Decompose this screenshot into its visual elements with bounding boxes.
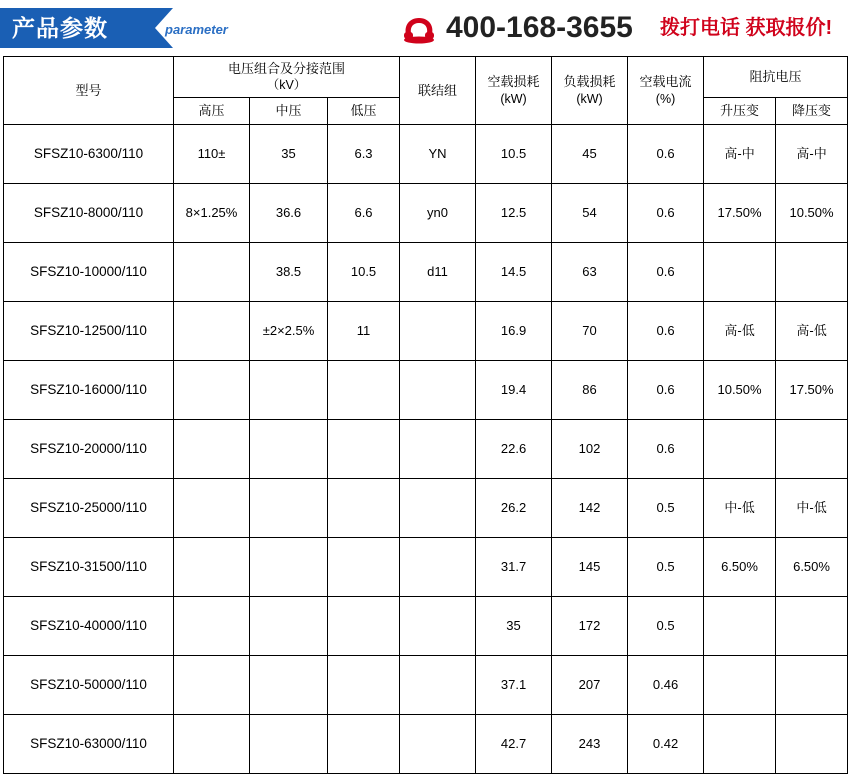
cell-step-up: 高-低 bbox=[704, 302, 776, 361]
cell-step-down bbox=[776, 597, 848, 656]
cell-step-up: 17.50% bbox=[704, 184, 776, 243]
cell-no-load-loss: 12.5 bbox=[476, 184, 552, 243]
cell-step-down bbox=[776, 420, 848, 479]
cell-step-down: 6.50% bbox=[776, 538, 848, 597]
cell-high-voltage bbox=[174, 243, 250, 302]
cell-load-loss: 86 bbox=[552, 361, 628, 420]
cell-low-voltage bbox=[328, 656, 400, 715]
cell-mid-voltage: 36.6 bbox=[250, 184, 328, 243]
page-subtitle: parameter bbox=[165, 22, 228, 37]
table-row bbox=[4, 597, 848, 656]
cell-mid-voltage: 35 bbox=[250, 125, 328, 184]
cell-mid-voltage bbox=[250, 538, 328, 597]
cell-step-up: 10.50% bbox=[704, 361, 776, 420]
cell-mid-voltage bbox=[250, 479, 328, 538]
cell-no-load-current: 0.6 bbox=[628, 361, 704, 420]
cell-no-load-loss: 10.5 bbox=[476, 125, 552, 184]
cell-high-voltage bbox=[174, 361, 250, 420]
cell-high-voltage bbox=[174, 302, 250, 361]
col-header-load-loss bbox=[552, 57, 628, 125]
cell-load-loss: 142 bbox=[552, 479, 628, 538]
cell-step-up bbox=[704, 420, 776, 479]
cell-load-loss: 243 bbox=[552, 715, 628, 774]
table-header-row-1 bbox=[4, 57, 848, 98]
cell-step-down: 高-中 bbox=[776, 125, 848, 184]
cell-low-voltage bbox=[328, 479, 400, 538]
cell-no-load-loss: 16.9 bbox=[476, 302, 552, 361]
col-header-model: 型号 bbox=[4, 57, 174, 125]
cell-connection bbox=[400, 361, 476, 420]
col-header-mid-voltage: 中压 bbox=[250, 98, 328, 125]
cell-connection bbox=[400, 302, 476, 361]
cell-load-loss: 54 bbox=[552, 184, 628, 243]
cta-text[interactable]: 拨打电话 获取报价! bbox=[660, 17, 833, 39]
cell-no-load-loss: 22.6 bbox=[476, 420, 552, 479]
cell-load-loss: 63 bbox=[552, 243, 628, 302]
col-header-voltage-group-label: 电压组合及分接范围 bbox=[228, 60, 346, 76]
table-row bbox=[4, 302, 848, 361]
cell-high-voltage bbox=[174, 538, 250, 597]
cell-high-voltage bbox=[174, 479, 250, 538]
cell-low-voltage bbox=[328, 420, 400, 479]
cell-high-voltage bbox=[174, 420, 250, 479]
cell-high-voltage bbox=[174, 715, 250, 774]
cell-step-down: 高-低 bbox=[776, 302, 848, 361]
page-header bbox=[0, 0, 850, 56]
spec-table-container bbox=[0, 56, 850, 774]
cell-no-load-current: 0.6 bbox=[628, 243, 704, 302]
cell-load-loss: 102 bbox=[552, 420, 628, 479]
cell-low-voltage: 6.3 bbox=[328, 125, 400, 184]
cell-low-voltage bbox=[328, 361, 400, 420]
cell-no-load-loss: 31.7 bbox=[476, 538, 552, 597]
cell-load-loss: 145 bbox=[552, 538, 628, 597]
cell-model: SFSZ10-25000/110 bbox=[4, 479, 174, 538]
cell-model: SFSZ10-8000/110 bbox=[4, 184, 174, 243]
cell-connection bbox=[400, 479, 476, 538]
cell-load-loss: 45 bbox=[552, 125, 628, 184]
cell-low-voltage bbox=[328, 597, 400, 656]
cell-model: SFSZ10-40000/110 bbox=[4, 597, 174, 656]
col-header-connection: 联结组 bbox=[400, 57, 476, 125]
cell-step-up bbox=[704, 243, 776, 302]
col-header-low-voltage: 低压 bbox=[328, 98, 400, 125]
col-header-no-load-current bbox=[628, 57, 704, 125]
table-row bbox=[4, 125, 848, 184]
cell-step-down bbox=[776, 715, 848, 774]
cell-step-down bbox=[776, 656, 848, 715]
table-row bbox=[4, 243, 848, 302]
cell-step-up bbox=[704, 656, 776, 715]
cell-high-voltage: 8×1.25% bbox=[174, 184, 250, 243]
cell-connection: yn0 bbox=[400, 184, 476, 243]
table-row bbox=[4, 656, 848, 715]
cell-connection bbox=[400, 715, 476, 774]
cell-mid-voltage bbox=[250, 656, 328, 715]
cell-no-load-current: 0.46 bbox=[628, 656, 704, 715]
cell-no-load-loss: 35 bbox=[476, 597, 552, 656]
cell-step-up: 中-低 bbox=[704, 479, 776, 538]
cell-connection bbox=[400, 597, 476, 656]
cell-connection bbox=[400, 538, 476, 597]
col-header-no-load-loss-label: 空载损耗 bbox=[487, 74, 540, 90]
cell-no-load-loss: 14.5 bbox=[476, 243, 552, 302]
cell-mid-voltage bbox=[250, 715, 328, 774]
cell-no-load-current: 0.42 bbox=[628, 715, 704, 774]
col-header-voltage-group-unit: （kV） bbox=[266, 78, 307, 93]
cell-no-load-loss: 37.1 bbox=[476, 656, 552, 715]
table-row bbox=[4, 184, 848, 243]
cell-no-load-loss: 26.2 bbox=[476, 479, 552, 538]
cell-low-voltage: 10.5 bbox=[328, 243, 400, 302]
cell-no-load-current: 0.5 bbox=[628, 479, 704, 538]
cell-model: SFSZ10-50000/110 bbox=[4, 656, 174, 715]
header-banner bbox=[0, 8, 300, 48]
cell-high-voltage: 110± bbox=[174, 125, 250, 184]
table-row bbox=[4, 361, 848, 420]
cell-step-up: 高-中 bbox=[704, 125, 776, 184]
cell-model: SFSZ10-10000/110 bbox=[4, 243, 174, 302]
cell-no-load-current: 0.6 bbox=[628, 420, 704, 479]
cell-no-load-loss: 42.7 bbox=[476, 715, 552, 774]
cell-low-voltage: 6.6 bbox=[328, 184, 400, 243]
col-header-step-up: 升压变 bbox=[704, 98, 776, 125]
cell-model: SFSZ10-63000/110 bbox=[4, 715, 174, 774]
col-header-no-load-current-unit: (%) bbox=[655, 91, 676, 106]
col-header-no-load-loss-unit: (kW) bbox=[500, 91, 527, 106]
cell-model: SFSZ10-16000/110 bbox=[4, 361, 174, 420]
cell-no-load-current: 0.6 bbox=[628, 125, 704, 184]
col-header-no-load-current-label: 空载电流 bbox=[639, 74, 692, 90]
cell-step-up bbox=[704, 715, 776, 774]
table-row bbox=[4, 420, 848, 479]
cell-no-load-current: 0.5 bbox=[628, 538, 704, 597]
table-row bbox=[4, 538, 848, 597]
cell-high-voltage bbox=[174, 597, 250, 656]
cell-model: SFSZ10-12500/110 bbox=[4, 302, 174, 361]
cell-model: SFSZ10-6300/110 bbox=[4, 125, 174, 184]
cell-step-down bbox=[776, 243, 848, 302]
cell-mid-voltage bbox=[250, 361, 328, 420]
cell-model: SFSZ10-20000/110 bbox=[4, 420, 174, 479]
telephone-icon bbox=[402, 12, 436, 44]
cell-mid-voltage: ±2×2.5% bbox=[250, 302, 328, 361]
cell-mid-voltage bbox=[250, 597, 328, 656]
col-header-load-loss-unit: (kW) bbox=[576, 91, 603, 106]
col-header-high-voltage: 高压 bbox=[174, 98, 250, 125]
cell-load-loss: 70 bbox=[552, 302, 628, 361]
cell-model: SFSZ10-31500/110 bbox=[4, 538, 174, 597]
phone-number: 400-168-3655 bbox=[446, 11, 633, 44]
table-row bbox=[4, 479, 848, 538]
cell-low-voltage bbox=[328, 538, 400, 597]
cell-no-load-loss: 19.4 bbox=[476, 361, 552, 420]
col-header-no-load-loss bbox=[476, 57, 552, 125]
cell-load-loss: 172 bbox=[552, 597, 628, 656]
cell-no-load-current: 0.6 bbox=[628, 302, 704, 361]
spec-table-body bbox=[4, 125, 848, 774]
spec-table bbox=[3, 56, 848, 774]
cell-connection bbox=[400, 420, 476, 479]
col-header-step-down: 降压变 bbox=[776, 98, 848, 125]
cell-low-voltage: 11 bbox=[328, 302, 400, 361]
table-row bbox=[4, 715, 848, 774]
cell-high-voltage bbox=[174, 656, 250, 715]
cell-no-load-current: 0.5 bbox=[628, 597, 704, 656]
cell-mid-voltage: 38.5 bbox=[250, 243, 328, 302]
col-header-impedance: 阻抗电压 bbox=[704, 57, 848, 98]
col-header-voltage-group bbox=[174, 57, 400, 98]
cell-connection bbox=[400, 656, 476, 715]
cell-connection: d11 bbox=[400, 243, 476, 302]
cell-step-down: 17.50% bbox=[776, 361, 848, 420]
cell-load-loss: 207 bbox=[552, 656, 628, 715]
cell-step-up bbox=[704, 597, 776, 656]
cell-no-load-current: 0.6 bbox=[628, 184, 704, 243]
cell-step-down: 中-低 bbox=[776, 479, 848, 538]
cell-step-down: 10.50% bbox=[776, 184, 848, 243]
cell-step-up: 6.50% bbox=[704, 538, 776, 597]
cell-mid-voltage bbox=[250, 420, 328, 479]
page-title: 产品参数 bbox=[12, 15, 108, 41]
col-header-load-loss-label: 负载损耗 bbox=[563, 74, 616, 90]
cell-connection: YN bbox=[400, 125, 476, 184]
cell-low-voltage bbox=[328, 715, 400, 774]
